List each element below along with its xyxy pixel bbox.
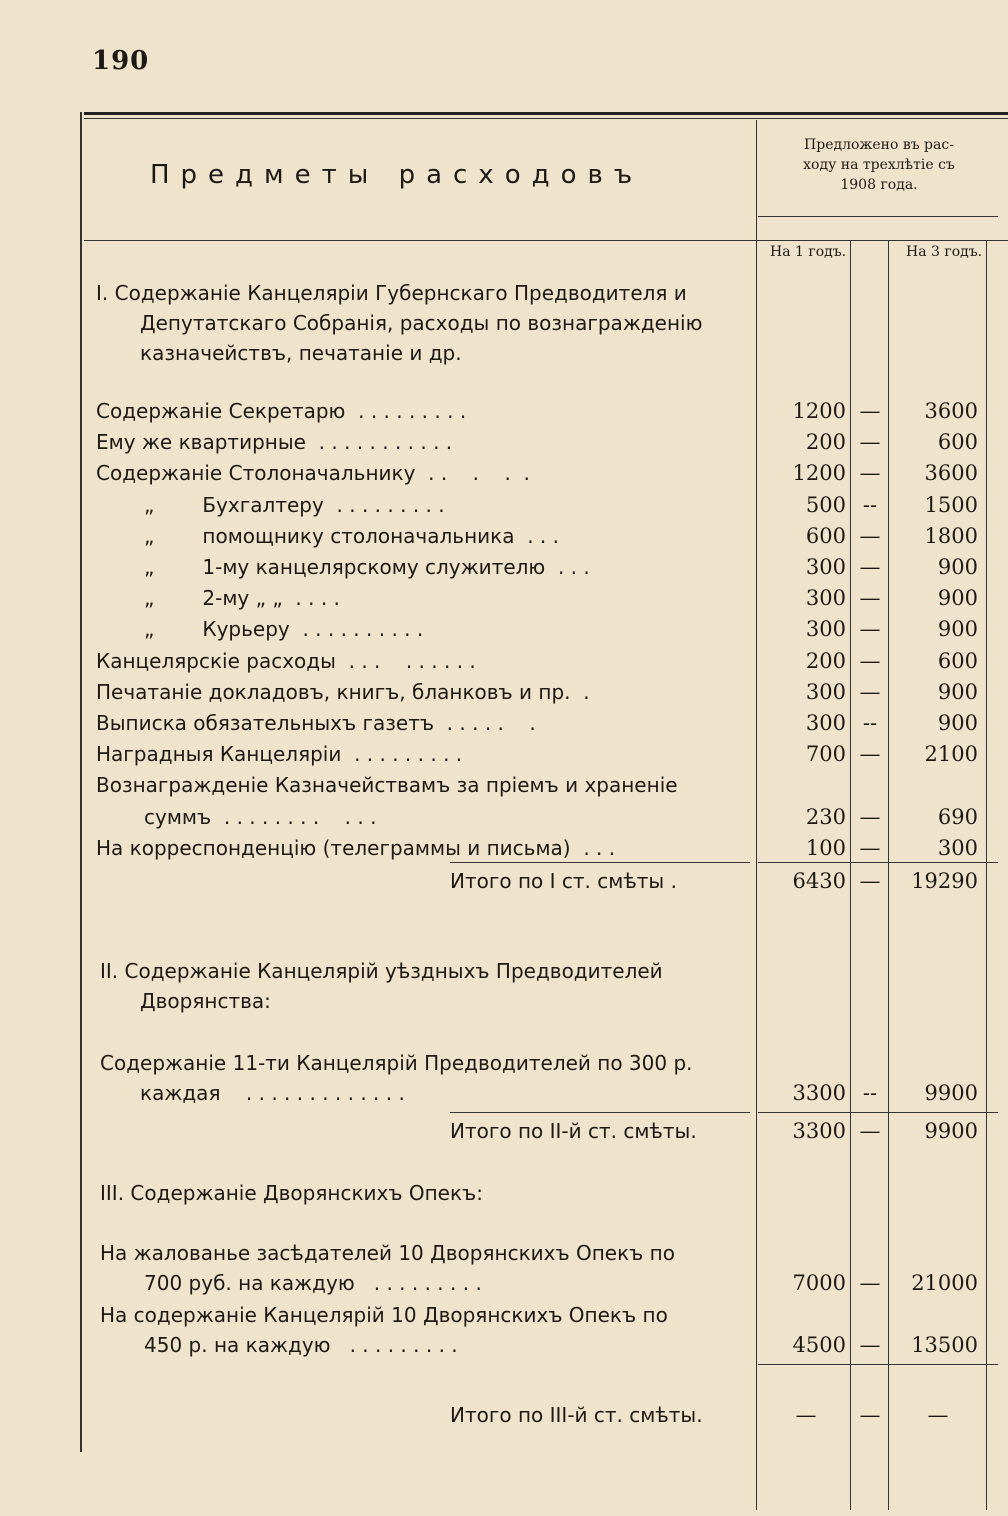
row-value-3years: 1800 xyxy=(924,523,978,548)
row-text: 2-му „ „ xyxy=(202,586,283,611)
row-label xyxy=(144,552,590,582)
row-dash: — xyxy=(859,430,881,455)
row-text: 1-му канцелярскому служителю xyxy=(202,555,546,579)
row-value-3years: 900 xyxy=(937,679,978,704)
total1-rule-values xyxy=(758,862,998,863)
row-label xyxy=(144,583,340,613)
row-label xyxy=(96,458,530,488)
total3-rule-values xyxy=(758,1364,998,1365)
leader: . . . . . . . . . . . xyxy=(305,430,453,455)
leader: . . . xyxy=(545,555,590,579)
section2-heading-line: II. Содержаніе Канцелярій уѣздныхъ Предводителей xyxy=(100,959,663,983)
leader: . . . . . . . . . xyxy=(345,399,467,423)
section2-heading-line: Дворянства: xyxy=(140,989,271,1013)
row-dash: — xyxy=(859,523,881,548)
row-text: помощнику столоначальника xyxy=(202,523,515,548)
section3-row2-v1: 4500 xyxy=(792,1333,846,1357)
total2-v1: 3300 xyxy=(792,1119,846,1143)
col-sep-3 xyxy=(888,240,889,1510)
leader: . xyxy=(670,869,677,893)
row-text: На корреспонденцію (телеграммы и письма) xyxy=(96,835,571,860)
row-label xyxy=(96,427,452,457)
total1-v3: 19290 xyxy=(911,869,978,893)
section3-row2-text: 450 р. на каждую xyxy=(144,1333,331,1357)
ditto-mark: „ xyxy=(144,617,155,642)
header-proposed xyxy=(770,135,988,195)
row-label xyxy=(96,770,678,800)
row-dash: — xyxy=(859,617,881,642)
leader: . . . . . . . . . . . xyxy=(211,804,377,829)
row-dash: — xyxy=(859,555,881,579)
row-dash: -- xyxy=(862,711,878,735)
total2-label: Итого по II-й ст. смѣты. xyxy=(450,1119,697,1143)
row-value-1year: 300 xyxy=(805,711,846,735)
row-value-3years: 1500 xyxy=(924,492,978,517)
row-value-1year: 500 xyxy=(805,492,846,517)
leader: . . . . . . . . . xyxy=(373,1271,482,1295)
section3-row1-line2 xyxy=(144,1268,482,1298)
row-value-1year: 200 xyxy=(805,648,846,673)
total2-v3: 9900 xyxy=(924,1119,978,1143)
top-rule-thin xyxy=(84,118,1008,119)
row-text: Канцелярскіе расходы xyxy=(96,648,336,673)
section2-row-label2 xyxy=(140,1078,405,1108)
row-value-3years: 690 xyxy=(937,804,978,829)
row-value-3years: 600 xyxy=(937,648,978,673)
header-subrule xyxy=(758,216,998,217)
section2-row-text: каждая xyxy=(140,1081,221,1105)
row-dash: — xyxy=(859,742,881,767)
row-text: Курьеру xyxy=(202,617,290,642)
row-text: Вознагражденіе Казначействамъ за пріемъ и храненіе xyxy=(96,773,678,798)
ditto-mark: „ xyxy=(144,492,155,517)
section1-heading-line: казначействъ, печатаніе и др. xyxy=(140,341,462,365)
section2-row-label: Содержаніе 11-ти Канцелярій Предводителей по 300 р. xyxy=(100,1051,693,1075)
row-value-3years: 900 xyxy=(937,617,978,642)
total3-dash: — xyxy=(859,1403,881,1427)
section1-heading-line: Депутатскаго Собранія, расходы по вознагражденію xyxy=(140,311,703,335)
row-value-1year: 300 xyxy=(805,586,846,611)
leader: . xyxy=(570,679,590,704)
section3-row1-dash: — xyxy=(859,1271,881,1295)
row-value-1year: 100 xyxy=(805,835,846,860)
col-sep-1 xyxy=(756,120,757,1510)
header-col3: На 3 годъ. xyxy=(906,244,983,260)
row-label xyxy=(144,802,376,832)
leader: . . . . . . . . . xyxy=(341,742,463,767)
row-value-3years: 900 xyxy=(937,586,978,611)
section3-heading: III. Содержаніе Дворянскихъ Опекъ: xyxy=(100,1181,483,1205)
header-bottom-rule xyxy=(84,240,1008,241)
section3-row1-v1: 7000 xyxy=(792,1271,846,1295)
section3-row1-line1: На жалованье засѣдателей 10 Дворянскихъ Опекъ по xyxy=(100,1241,675,1265)
row-label xyxy=(96,739,462,769)
row-label xyxy=(144,614,423,644)
leader: . . . . . . . . . xyxy=(335,648,476,673)
row-text: Содержаніе Секретарю xyxy=(96,399,346,423)
page-number: 190 xyxy=(92,46,150,76)
row-text: суммъ xyxy=(144,804,212,829)
leader: . . . xyxy=(514,523,559,548)
row-text: Печатаніе докладовъ, книгъ, бланковъ и пр. xyxy=(96,679,571,704)
section2-v1: 3300 xyxy=(792,1081,846,1105)
row-text: Ему же квартирные xyxy=(96,430,306,455)
header-title: Предметы расходовъ xyxy=(150,160,644,190)
col-sep-4 xyxy=(986,240,987,1510)
section3-row2-line2 xyxy=(144,1330,458,1360)
section1-heading-line: I. Содержаніе Канцеляріи Губернскаго Предводителя и xyxy=(96,281,687,305)
row-value-3years: 600 xyxy=(937,430,978,455)
header-proposed-line: 1908 года. xyxy=(840,177,918,193)
leader: . . . xyxy=(570,835,616,860)
row-label xyxy=(144,521,559,551)
row-value-1year: 200 xyxy=(805,430,846,455)
row-value-1year: 1200 xyxy=(792,461,846,486)
row-value-1year: 1200 xyxy=(792,399,846,423)
total3-v3: — xyxy=(927,1403,949,1427)
leader: . . . . . . xyxy=(433,711,536,735)
row-value-1year: 230 xyxy=(805,804,846,829)
total3-v1: — xyxy=(795,1403,817,1427)
ditto-mark: „ xyxy=(144,586,155,611)
total3-label: Итого по III-й ст. смѣты. xyxy=(450,1403,703,1427)
row-label xyxy=(96,708,536,738)
row-value-1year: 300 xyxy=(805,679,846,704)
top-rule xyxy=(84,112,1008,115)
row-dash: — xyxy=(859,586,881,611)
section3-row1-v3: 21000 xyxy=(911,1271,978,1295)
row-label xyxy=(96,833,615,863)
row-label xyxy=(96,396,466,426)
row-value-3years: 900 xyxy=(937,555,978,579)
section2-dash: -- xyxy=(862,1081,878,1105)
row-dash: — xyxy=(859,835,881,860)
row-value-3years: 300 xyxy=(937,835,978,860)
row-value-3years: 2100 xyxy=(924,742,978,767)
row-dash: — xyxy=(859,399,881,423)
leader: . . . . . . . . . xyxy=(323,492,445,517)
col-sep-2 xyxy=(850,240,851,1510)
row-value-3years: 3600 xyxy=(924,399,978,423)
total1-v1: 6430 xyxy=(792,869,846,893)
left-rule xyxy=(80,112,82,1452)
row-text: Наградныя Канцеляріи xyxy=(96,742,342,767)
total1-rule xyxy=(450,862,750,863)
header-proposed-line: ходу на трехлѣтіе съ xyxy=(803,157,955,173)
row-dash: — xyxy=(859,648,881,673)
section3-row2-line1: На содержаніе Канцелярій 10 Дворянскихъ Опекъ по xyxy=(100,1303,668,1327)
row-value-3years: 900 xyxy=(937,711,978,735)
total2-rule-values xyxy=(758,1112,998,1113)
leader: . . . . xyxy=(282,586,340,611)
section3-row1-text: 700 руб. на каждую xyxy=(144,1271,355,1295)
row-dash: — xyxy=(859,804,881,829)
row-text: Выписка обязательныхъ газетъ xyxy=(96,711,434,735)
row-label xyxy=(96,677,590,707)
leader: . . . . . xyxy=(415,461,530,486)
header-col1: На 1 годъ. xyxy=(770,244,847,260)
row-label xyxy=(96,646,476,676)
row-value-3years: 3600 xyxy=(924,461,978,486)
ditto-mark: „ xyxy=(144,555,155,579)
ditto-mark: „ xyxy=(144,523,155,548)
section3-row2-dash: — xyxy=(859,1333,881,1357)
total2-dash: — xyxy=(859,1119,881,1143)
row-value-1year: 600 xyxy=(805,523,846,548)
row-value-1year: 300 xyxy=(805,617,846,642)
header-proposed-line: Предложено въ рас- xyxy=(804,137,954,153)
section3-row2-v3: 13500 xyxy=(911,1333,978,1357)
row-text: Бухгалтеру xyxy=(202,492,324,517)
total1-label xyxy=(450,866,677,896)
row-text: Содержаніе Столоначальнику xyxy=(96,461,416,486)
row-value-1year: 700 xyxy=(805,742,846,767)
total1-label-text: Итого по I ст. смѣты xyxy=(450,869,665,893)
row-dash: — xyxy=(859,461,881,486)
leader: . . . . . . . . . . . . . xyxy=(245,1081,405,1105)
leader: . . . . . . . . . xyxy=(349,1333,458,1357)
row-dash: — xyxy=(859,679,881,704)
row-label xyxy=(144,490,445,520)
section2-v3: 9900 xyxy=(924,1081,978,1105)
leader: . . . . . . . . . . xyxy=(289,617,424,642)
row-dash: -- xyxy=(862,492,878,517)
total2-rule xyxy=(450,1112,750,1113)
row-value-1year: 300 xyxy=(805,555,846,579)
total1-dash: — xyxy=(859,869,881,893)
